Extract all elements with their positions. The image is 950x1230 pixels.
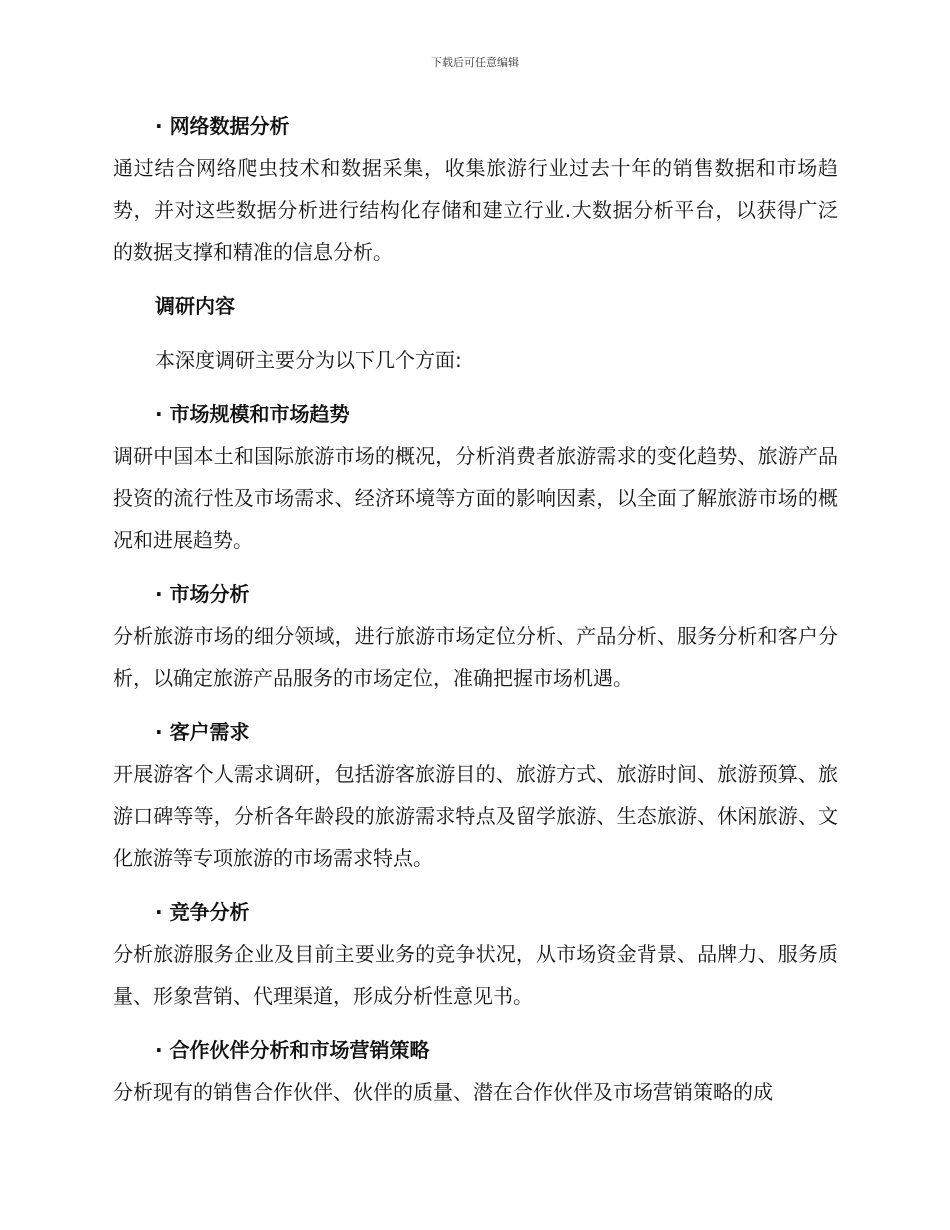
section-heading-network-data: · 网络数据分析 — [113, 105, 838, 147]
paragraph-competition: 分析旅游服务企业及目前主要业务的竞争状况，从市场资金背景、品牌力、服务质量、形象营销、代理渠道，形成分析性意见书。 — [113, 942, 838, 1008]
paragraph-network-data: 通过结合网络爬虫技术和数据采集，收集旅游行业过去十年的销售数据和市场趋势，并对这些数据分析进行结构化存储和建立行业.大数据分析平台，以获得广泛的数据支撑和精准的信息分析。 — [113, 156, 838, 264]
section-heading-competition: · 竞争分析 — [113, 891, 838, 933]
section-heading-research-content: 调研内容 — [155, 294, 235, 318]
section-heading-customer-needs: · 客户需求 — [113, 711, 838, 753]
section-heading-partners-marketing: · 合作伙伴分析和市场营销策略 — [113, 1029, 838, 1071]
paragraph-partners-marketing: 分析现有的销售合作伙伴、伙伴的质量、潜在合作伙伴及市场营销策略的成 — [113, 1080, 773, 1104]
paragraph-customer-needs: 开展游客个人需求调研，包括游客旅游目的、旅游方式、旅游时间、旅游预算、旅游口碑等等，分析各年龄段的旅游需求特点及留学旅游、生态旅游、休闲旅游、文化旅游等专项旅游的市场需求特点。 — [113, 762, 838, 870]
paragraph-market-analysis: 分析旅游市场的细分领域，进行旅游市场定位分析、产品分析、服务分析和客户分析，以确定旅游产品服务的市场定位，准确把握市场机遇。 — [113, 624, 838, 690]
page-header: 下载后可任意编辑 — [431, 56, 519, 69]
section-heading-market-scale: · 市场规模和市场趋势 — [113, 393, 838, 435]
paragraph-market-scale: 调研中国本土和国际旅游市场的概况，分析消费者旅游需求的变化趋势、旅游产品投资的流行性及市场需求、经济环境等方面的影响因素，以全面了解旅游市场的概况和进展趋势。 — [113, 444, 838, 552]
section-heading-market-analysis: · 市场分析 — [113, 573, 838, 615]
paragraph-research-intro: 本深度调研主要分为以下几个方面: — [155, 348, 462, 372]
document-body — [113, 105, 838, 1113]
